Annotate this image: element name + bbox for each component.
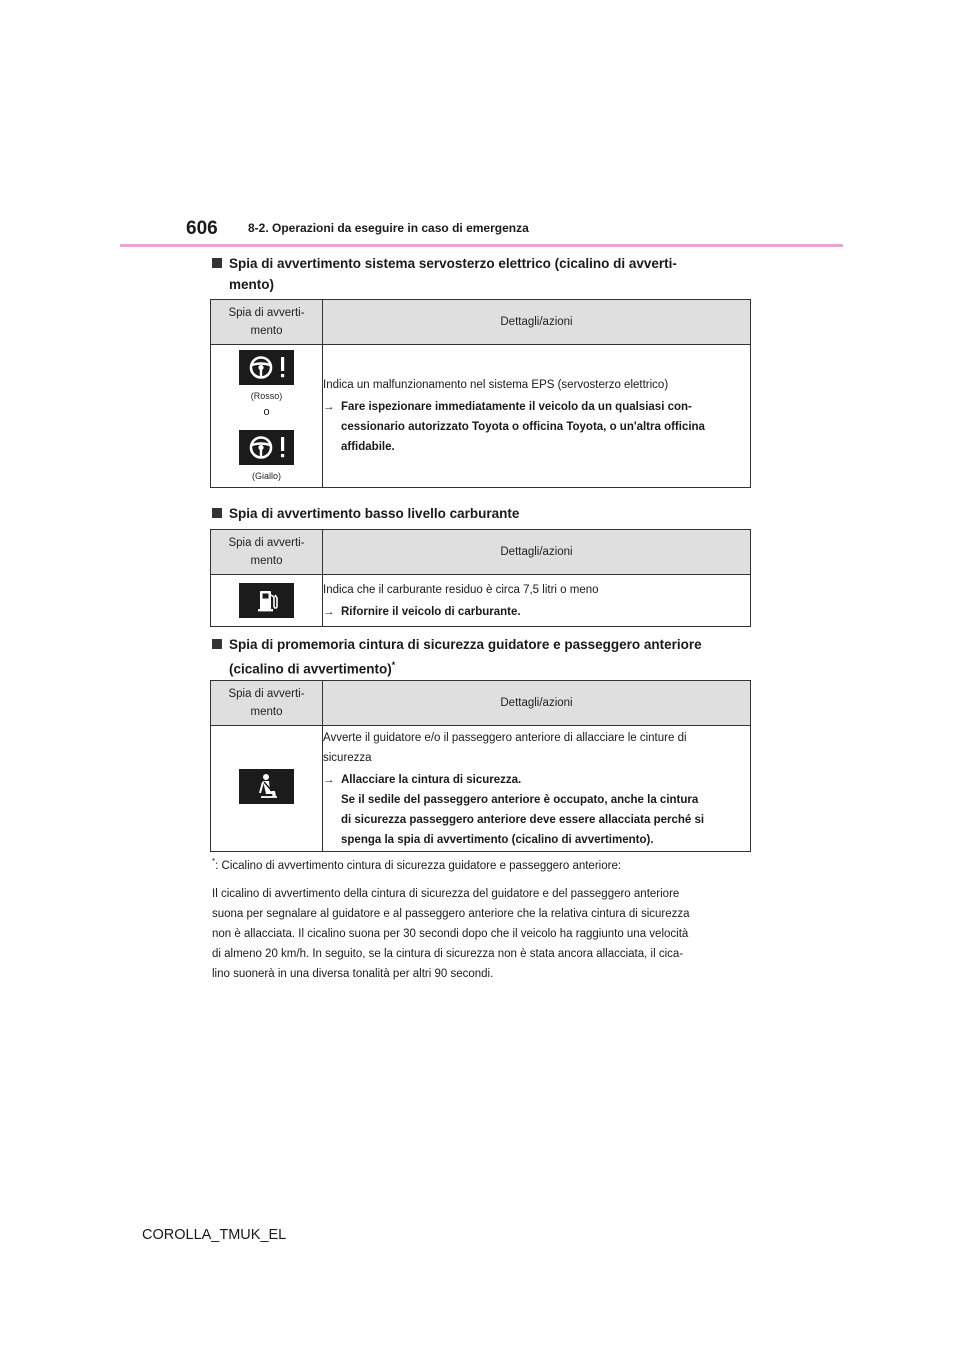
description: Indica che il carburante residuo è circa 7,5 litri o meno — [323, 583, 599, 596]
action-text: → Rifornire il veicolo di carburante. — [323, 602, 750, 622]
bullet-square — [212, 258, 222, 268]
details-cell-eps — [323, 345, 751, 488]
explanation-paragraph: Il cicalino di avvertimento della cintura di sicurezza del guidatore e del passeggero anteriore suona per segnalare al guidatore e al passeggero anteriore che la relativa cintura di sicurezza non è allacciata. Il cicalino suona per 30 secondi dopo che il veicolo ha raggiunto una velocità di almeno 20 km/h. In seguito, se la cintura di sicurezza non è stata ancora allacciata, il cica- lino suonerà in una diversa tonalità per altri 90 secondi. — [212, 888, 690, 980]
arrow-icon: → — [323, 605, 335, 618]
description: Indica un malfunzionamento nel sistema EPS (servosterzo elettrico) — [323, 379, 669, 391]
action-text: → Allacciare la cintura di sicurezza. Se il sedile del passeggero anteriore è occupato, anche la cintura di sicurezza passeggero anteriore deve essere allacciata perché si spenga la spia di avvertimento (cicalino di avvertimento). — [323, 770, 750, 850]
footer-model-code: COROLLA_TMUK_EL — [142, 1227, 287, 1243]
seatbelt-reminder-icon — [239, 769, 294, 804]
steering-warning-icon — [239, 350, 294, 385]
col-header-details: Dettagli/azioni — [323, 681, 751, 726]
col-header-details: Dettagli/azioni — [323, 300, 751, 345]
icon-cell-fuel — [211, 575, 323, 627]
or-text: o — [263, 406, 270, 418]
footnote: *: Cicalino di avvertimento cintura di sicurezza guidatore e passeggero anteriore: — [212, 857, 622, 872]
section-heading-eps: Spia di avvertimento sistema servosterzo elettrico (cicalino di avverti- mento) — [212, 253, 752, 295]
icon-cell-eps — [211, 345, 323, 488]
chapter-title: 8-2. Operazioni da eseguire in caso di emergenza — [248, 221, 529, 235]
header-rule — [120, 244, 843, 247]
section-heading-fuel: Spia di avvertimento basso livello carburante — [212, 503, 752, 524]
table-seatbelt — [210, 680, 751, 852]
page-number: 606 — [186, 218, 218, 239]
table-fuel — [210, 529, 751, 627]
col-header-warning-light: Spia di avverti- mento — [211, 530, 323, 575]
icon-label-red: (Rosso) — [250, 391, 283, 401]
steering-warning-icon — [239, 430, 294, 465]
footnote-mark: * — [391, 660, 396, 670]
footnote-mark: * — [212, 857, 216, 866]
icon-cell-seatbelt — [211, 726, 323, 852]
table-eps — [210, 299, 751, 488]
col-header-warning-light: Spia di avverti- mento — [211, 300, 323, 345]
action-text: → Fare ispezionare immediatamente il veicolo da un qualsiasi con- cessionario autorizzato Toyota o officina Toyota, o un'altra officina affidabile. — [323, 397, 750, 457]
col-header-warning-light: Spia di avverti- mento — [211, 681, 323, 726]
col-header-details: Dettagli/azioni — [323, 530, 751, 575]
arrow-icon: → — [323, 773, 335, 786]
bullet-square — [212, 508, 222, 518]
details-cell-fuel — [323, 575, 751, 627]
section-heading-seatbelt: Spia di promemoria cintura di sicurezza guidatore e passeggero anteriore (cicalino di avvertimento)* — [212, 634, 752, 680]
fuel-pump-icon — [239, 583, 294, 618]
description: Avverte il guidatore e/o il passeggero anteriore di allacciare le cinture di sicurezza — [323, 731, 687, 764]
arrow-icon: → — [323, 401, 335, 413]
icon-label-yellow: (Giallo) — [251, 471, 281, 481]
bullet-square — [212, 639, 222, 649]
details-cell-seatbelt — [323, 726, 751, 852]
